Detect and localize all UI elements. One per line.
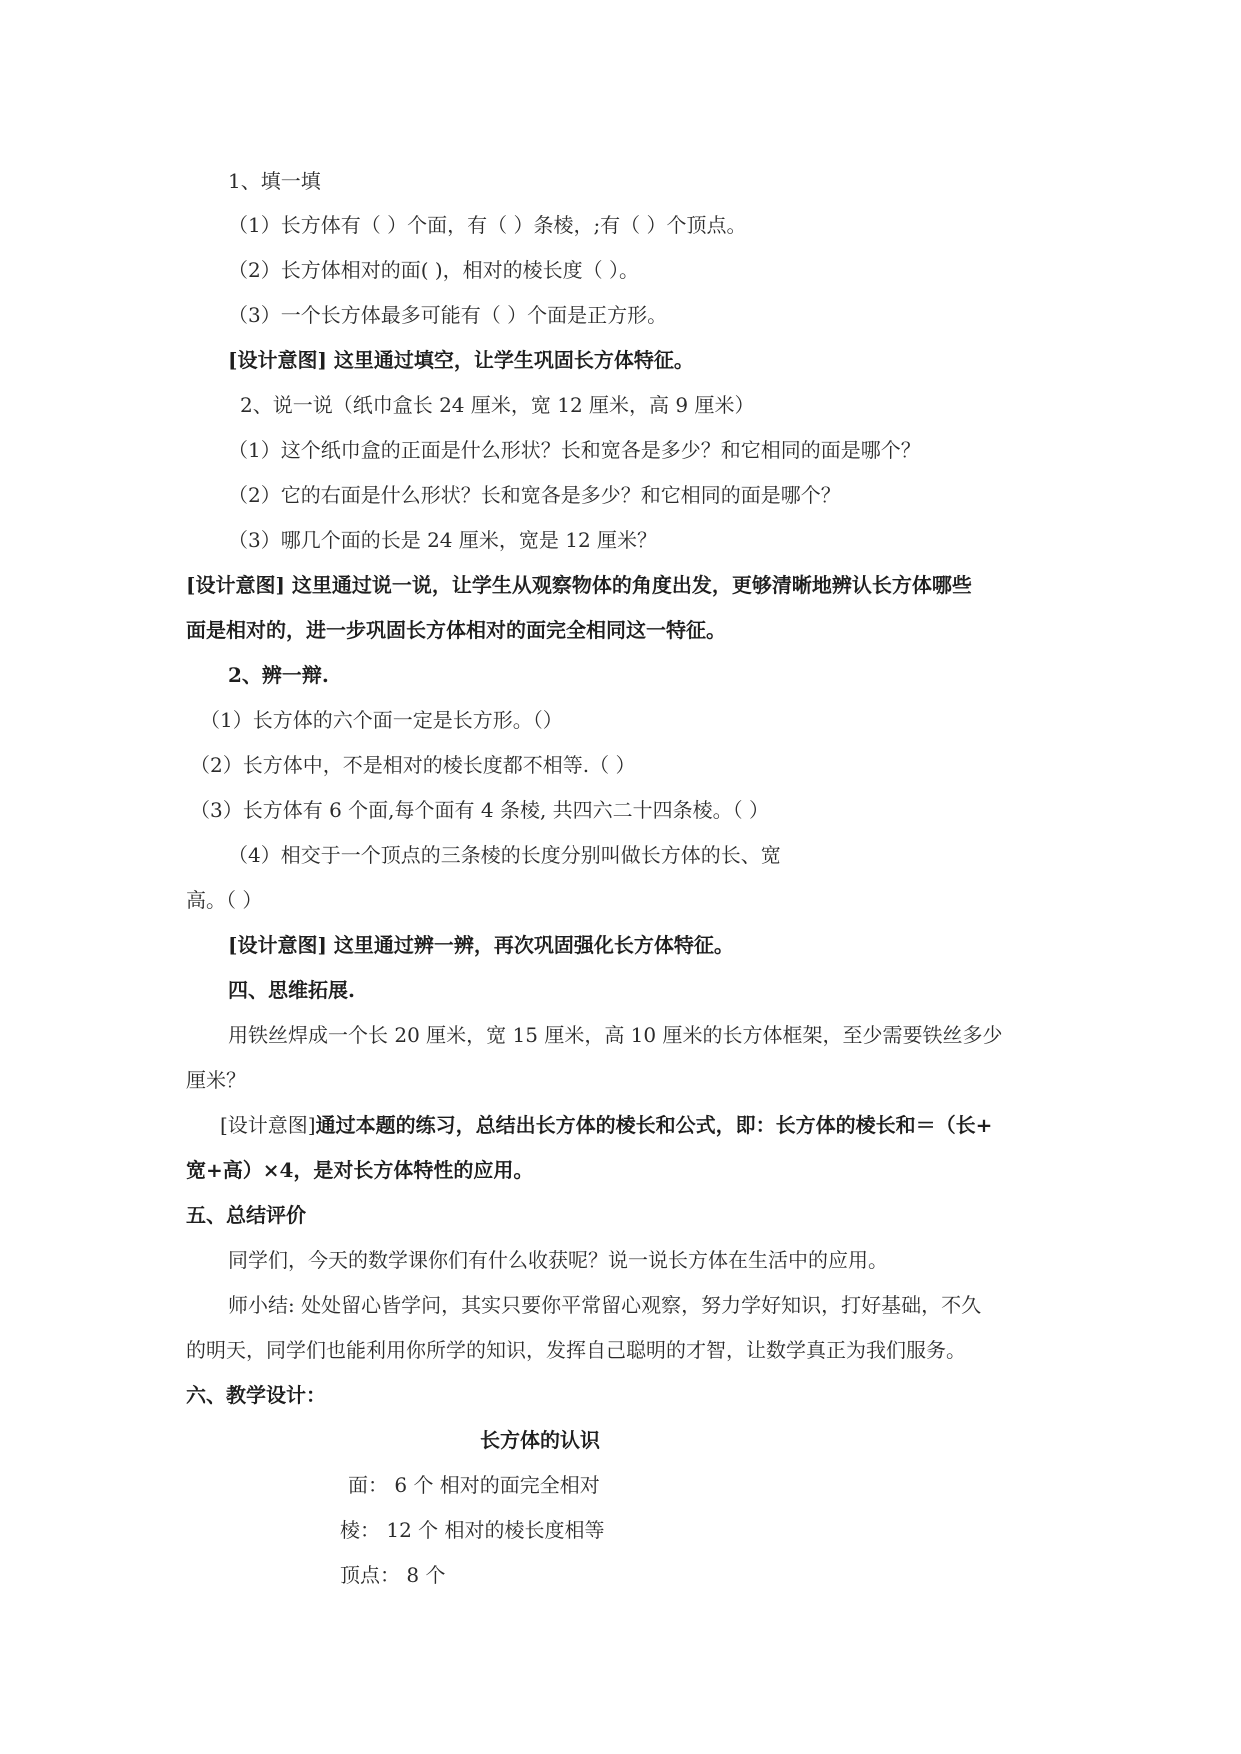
- fill-design-intent: [设计意图] 这里通过填空，让学生巩固长方体特征。: [228, 348, 694, 372]
- blackboard-row-edges: 棱： 12 个 相对的棱长度相等: [340, 1518, 605, 1542]
- extend-problem-line1: 用铁丝焊成一个长 20 厘米，宽 15 厘米，高 10 厘米的长方体框架，至少需要铁丝多少: [228, 1023, 1003, 1047]
- extend-intent-prefix: [设计意图]: [220, 1113, 316, 1137]
- say-section-title: 2、说一说（纸巾盒长 24 厘米，宽 12 厘米，高 9 厘米）: [240, 393, 755, 417]
- extend-problem-line2: 厘米？: [186, 1068, 246, 1092]
- extend-design-intent-line1: [220, 1112, 992, 1138]
- say-question-3: （3）哪几个面的长是 24 厘米，宽是 12 厘米？: [228, 528, 658, 552]
- fill-question-3: （3）一个长方体最多可能有（ ）个面是正方形。: [228, 303, 668, 327]
- summary-text-2-line1: 师小结: 处处留心皆学问，其实只要你平常留心观察，努力学好知识，打好基础，不久: [228, 1293, 982, 1317]
- judge-question-1: （1）长方体的六个面一定是长方形。（）: [200, 708, 563, 732]
- summary-section-title: 五、总结评价: [186, 1203, 306, 1227]
- summary-text-1: 同学们，今天的数学课你们有什么收获呢？说一说长方体在生活中的应用。: [228, 1248, 888, 1272]
- fill-question-1: （1）长方体有（ ）个面，有（ ）条棱，;有（ ）个顶点。: [228, 213, 747, 237]
- extend-section-title: 四、思维拓展.: [228, 978, 355, 1002]
- extend-intent-rest: 通过本题的练习，总结出长方体的棱长和公式，即：长方体的棱长和＝（长+: [315, 1113, 993, 1137]
- extend-design-intent-line2: 宽+高）×4，是对长方体特性的应用。: [186, 1158, 534, 1182]
- say-question-2: （2）它的右面是什么形状？长和宽各是多少？和它相同的面是哪个？: [228, 483, 841, 507]
- fill-section-title: 1、填一填: [228, 169, 321, 193]
- summary-text-2-line2: 的明天，同学们也能利用你所学的知识，发挥自己聪明的才智，让数学真正为我们服务。: [186, 1338, 966, 1362]
- judge-question-4-line2: 高。（ ）: [186, 888, 263, 912]
- judge-section-title: 2、辨一辩.: [228, 663, 329, 687]
- say-question-1: （1）这个纸巾盒的正面是什么形状？长和宽各是多少？和它相同的面是哪个？: [228, 438, 921, 462]
- judge-design-intent: [设计意图] 这里通过辨一辨，再次巩固强化长方体特征。: [228, 933, 734, 957]
- judge-question-2: （2）长方体中，不是相对的棱长度都不相等.（ ）: [190, 753, 636, 777]
- judge-question-3: （3）长方体有 6 个面,每个面有 4 条棱, 共四六二十四条棱。（ ）: [190, 798, 770, 822]
- say-design-intent-line2: 面是相对的，进一步巩固长方体相对的面完全相同这一特征。: [186, 618, 726, 642]
- say-design-intent-line1: [设计意图] 这里通过说一说，让学生从观察物体的角度出发，更够清晰地辨认长方体哪些: [186, 573, 972, 597]
- fill-question-2: （2）长方体相对的面( )，相对的棱长度（ ）。: [228, 258, 640, 282]
- judge-question-4-line1: （4）相交于一个顶点的三条棱的长度分别叫做长方体的长、宽: [228, 843, 781, 867]
- blackboard-row-vertices: 顶点： 8 个: [340, 1563, 446, 1587]
- blackboard-title: 长方体的认识: [480, 1428, 600, 1452]
- blackboard-row-faces: 面： 6 个 相对的面完全相对: [348, 1473, 600, 1497]
- design-section-title: 六、教学设计：: [186, 1383, 326, 1407]
